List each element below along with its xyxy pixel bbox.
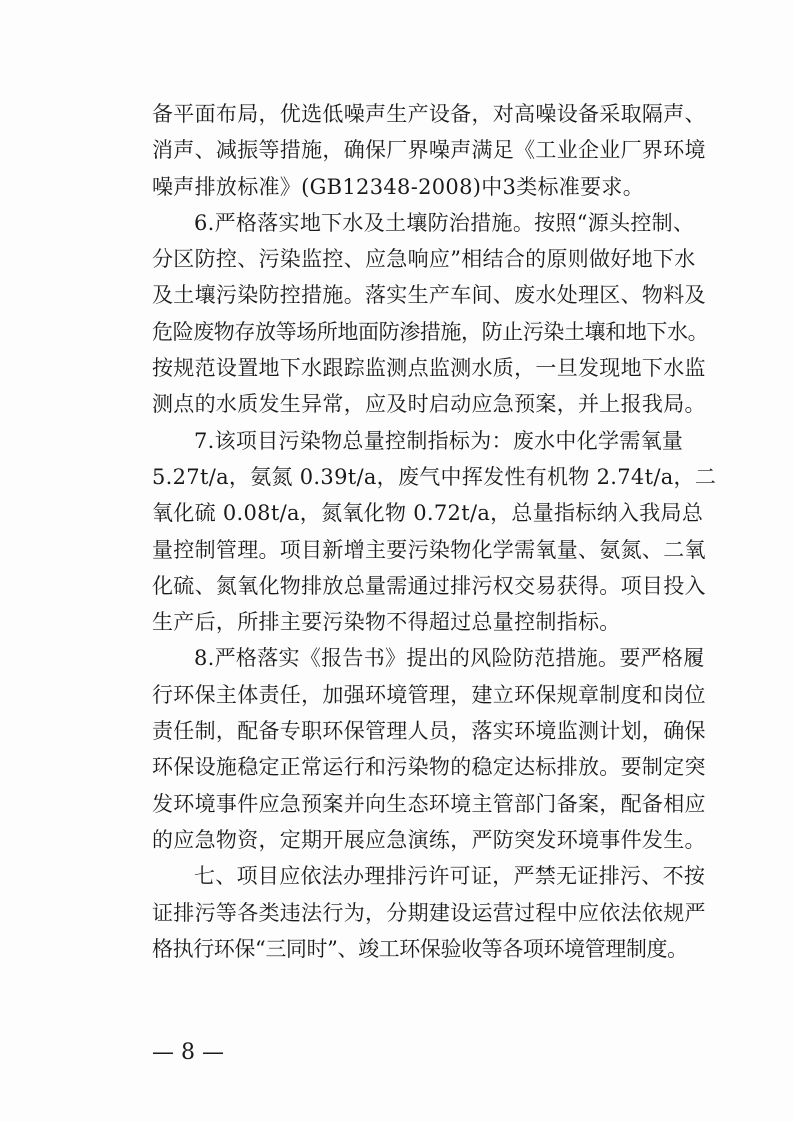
text-line-21: 的应急物资，定期开展应急演练，严防突发环境事件发生。 — [152, 827, 706, 852]
text-line-16: 8.严格落实《报告书》提出的风险防范措施。要严格履 — [194, 646, 705, 671]
text-line-22: 七、项目应依法办理排污许可证，严禁无证排污、不按 — [194, 864, 706, 889]
text-line-2: 消声、减振等措施，确保厂界噪声满足《工业企业厂界环境 — [152, 138, 706, 163]
text-line-11: 5.27t/a，氨氮 0.39t/a，废气中挥发性有机物 2.74t/a，二 — [152, 464, 717, 489]
text-line-23: 证排污等各类违法行为，分期建设运营过程中应依法依规严 — [152, 900, 706, 925]
text-line-5: 分区防控、污染监控、应急响应”相结合的原则做好地下水 — [152, 247, 696, 272]
text-line-4: 6.严格落实地下水及土壤防治措施。按照“源头控制、 — [194, 210, 695, 235]
text-line-13: 量控制管理。项目新增主要污染物化学需氧量、氨氮、二氧 — [152, 537, 706, 562]
text-line-24: 格执行环保“三同时”、竣工环保验收等各项环境管理制度。 — [152, 936, 688, 961]
text-line-3: 噪声排放标准》(GB12348-2008)中3类标准要求。 — [152, 174, 644, 199]
text-line-17: 行环保主体责任，加强环境管理，建立环保规章制度和岗位 — [152, 682, 706, 707]
page-number: — 8 — — [152, 1040, 224, 1065]
text-line-6: 及土壤污染防控措施。落实生产车间、废水处理区、物料及 — [152, 283, 706, 308]
text-line-7: 危险废物存放等场所地面防渗措施，防止污染土壤和地下水。 — [152, 319, 709, 344]
document-body — [152, 96, 732, 967]
text-line-14: 化硫、氮氧化物排放总量需通过排污权交易获得。项目投入 — [152, 573, 706, 598]
text-line-15: 生产后，所排主要污染物不得超过总量控制指标。 — [152, 610, 621, 635]
text-line-10: 7.该项目污染物总量控制指标为：废水中化学需氧量 — [194, 428, 684, 453]
text-line-20: 发环境事件应急预案并向生态环境主管部门备案，配备相应 — [152, 791, 706, 816]
text-line-9: 测点的水质发生异常，应及时启动应急预案，并上报我局。 — [152, 392, 706, 417]
text-line-1: 备平面布局，优选低噪声生产设备，对高噪设备采取隔声、 — [152, 102, 706, 126]
text-line-19: 环保设施稳定正常运行和污染物的稳定达标排放。要制定突 — [152, 755, 706, 780]
text-line-18: 责任制，配备专职环保管理人员，落实环境监测计划，确保 — [152, 719, 706, 744]
text-line-8: 按规范设置地下水跟踪监测点监测水质，一旦发现地下水监 — [152, 356, 706, 381]
text-line-12: 氧化硫 0.08t/a，氮氧化物 0.72t/a，总量指标纳入我局总 — [152, 501, 704, 526]
